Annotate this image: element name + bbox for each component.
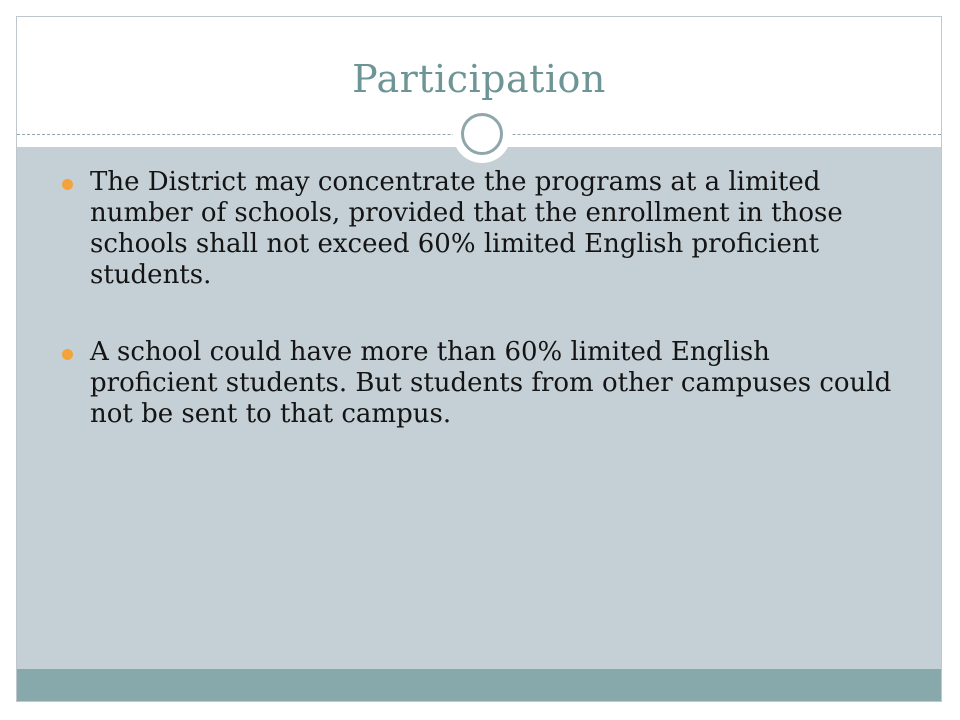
bullet-text: A school could have more than 60% limited English proficient students. But students from other campuses could not be sent to that campus. bbox=[90, 337, 892, 429]
bullet-dot-icon bbox=[62, 349, 73, 360]
bullet-text: The District may concentrate the programs at a limited number of schools, provided that the enrollment in those schools shall not exceed 60% limited English proficient students. bbox=[90, 167, 843, 290]
circle-ring-inner bbox=[461, 113, 503, 155]
footer-band bbox=[17, 669, 941, 702]
bullet-list bbox=[62, 167, 892, 476]
circle-ring-icon bbox=[453, 105, 511, 163]
slide bbox=[16, 16, 942, 702]
list-item bbox=[62, 167, 892, 291]
bullet-dot-icon bbox=[62, 179, 73, 190]
list-item bbox=[62, 337, 892, 430]
slide-title: Participation bbox=[352, 57, 606, 101]
